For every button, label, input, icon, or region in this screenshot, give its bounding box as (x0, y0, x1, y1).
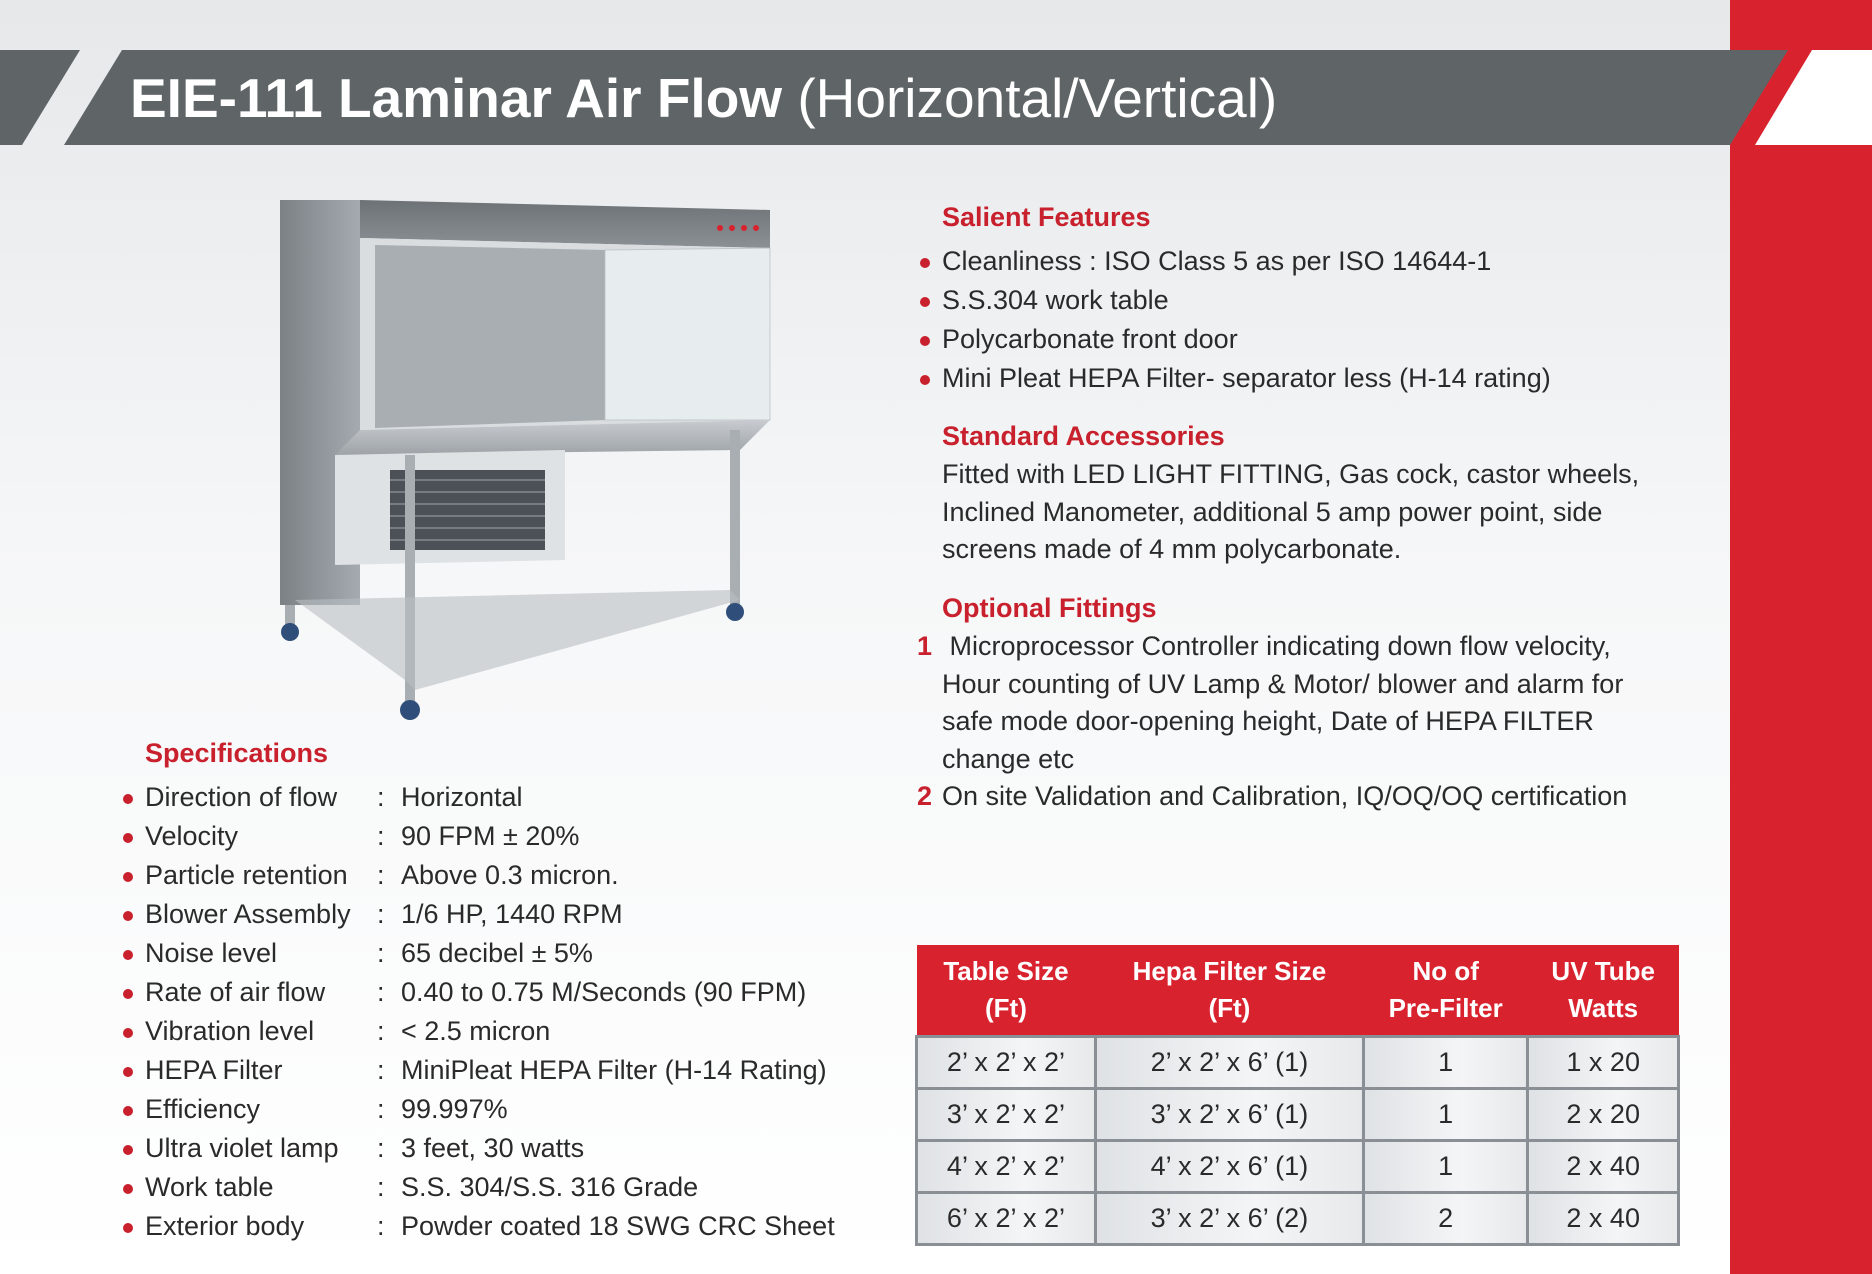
spec-separator: : (377, 938, 385, 968)
specifications-list (145, 778, 835, 1246)
spec-item (145, 1129, 835, 1168)
spec-label: Efficiency (145, 1094, 261, 1124)
spec-item (145, 973, 835, 1012)
table-cell: 6’ x 2’ x 2’ (917, 1193, 1096, 1245)
spec-value: 90 FPM ± 20% (401, 821, 580, 851)
feature-item (942, 281, 1551, 320)
page-title-sub: (Horizontal/Vertical) (797, 67, 1278, 129)
spec-label: Vibration level (145, 1016, 315, 1046)
accessories-line: Fitted with LED LIGHT FITTING, Gas cock, castor wheels, (942, 459, 1640, 489)
optional-item-line: change etc (942, 743, 1075, 774)
table-cell: 3’ x 2’ x 2’ (917, 1089, 1096, 1141)
spec-separator: : (377, 977, 385, 1007)
bullet-icon (920, 258, 930, 268)
bullet-icon (123, 989, 133, 999)
optional-item-line: Microprocessor Controller indicating down flow velocity, (942, 631, 1611, 661)
spec-label: Rate of air flow (145, 977, 326, 1007)
spec-value: S.S. 304/S.S. 316 Grade (401, 1172, 699, 1202)
table-cell: 4’ x 2’ x 2’ (917, 1141, 1096, 1193)
header-line: Pre-Filter (1388, 993, 1503, 1023)
optional-item-line: On site Validation and Calibration, IQ/OQ/OQ certification (942, 781, 1628, 811)
spec-separator: : (377, 899, 385, 929)
optional-item-line: Hour counting of UV Lamp & Motor/ blower and alarm for (942, 668, 1624, 699)
header-line: Watts (1568, 993, 1639, 1023)
spec-value: Above 0.3 micron. (401, 860, 619, 890)
table-row (917, 1141, 1679, 1193)
bullet-icon (123, 1223, 133, 1233)
table-cell: 1 x 20 (1528, 1037, 1679, 1089)
spec-item (145, 1051, 835, 1090)
table-cell: 2 x 20 (1528, 1089, 1679, 1141)
spec-item (145, 1090, 835, 1129)
spec-value: 1/6 HP, 1440 RPM (401, 899, 623, 929)
accessories-heading: Standard Accessories (942, 421, 1225, 451)
table-cell: 2’ x 2’ x 2’ (917, 1037, 1096, 1089)
optional-item-number: 2 (917, 781, 933, 811)
spec-item (145, 817, 835, 856)
header-line: Hepa Filter Size (1132, 956, 1327, 986)
salient-features-list (942, 242, 1551, 398)
bullet-icon (920, 297, 930, 307)
column-header-hepa-filter-size (1095, 945, 1363, 1037)
table-cell: 2 x 40 (1528, 1193, 1679, 1245)
banner-left-slant (0, 50, 80, 145)
table-cell: 3’ x 2’ x 6’ (1) (1095, 1089, 1363, 1141)
feature-item (942, 359, 1551, 398)
optional-item-number: 1 (917, 631, 933, 661)
optional-item (917, 778, 1628, 816)
table-row (917, 1037, 1679, 1089)
bullet-icon (123, 1106, 133, 1116)
optional-fittings-list (917, 628, 1628, 816)
feature-item (942, 320, 1551, 359)
spec-item (145, 895, 835, 934)
spec-separator: : (377, 1016, 385, 1046)
spec-item (145, 856, 835, 895)
accessories-line: Inclined Manometer, additional 5 amp power point, side (942, 496, 1603, 527)
bullet-icon (920, 336, 930, 346)
spec-label: Noise level (145, 938, 278, 968)
table-header-row (917, 945, 1679, 1037)
right-accent-bar (1730, 0, 1872, 1274)
table-row (917, 1193, 1679, 1245)
bullet-icon (123, 1067, 133, 1077)
page-title-main: EIE-111 Laminar Air Flow (130, 67, 783, 129)
spec-item (145, 778, 835, 817)
header-line: No of (1412, 956, 1479, 986)
table-cell: 4’ x 2’ x 6’ (1) (1095, 1141, 1363, 1193)
spec-item (145, 1168, 835, 1207)
sizes-table (915, 945, 1680, 1246)
spec-value: 99.997% (401, 1094, 508, 1124)
spec-label: Blower Assembly (145, 899, 351, 929)
spec-separator: : (377, 1211, 385, 1241)
optional-fittings-heading: Optional Fittings (942, 593, 1157, 623)
table-cell: 2 (1363, 1193, 1527, 1245)
header-line: UV Tube (1551, 956, 1655, 986)
spec-label: Work table (145, 1172, 274, 1202)
header-line: (Ft) (1208, 993, 1251, 1023)
feature-item (942, 242, 1551, 281)
laminar-air-flow-cabinet-image (265, 180, 785, 725)
bullet-icon (123, 1184, 133, 1194)
spec-label: Velocity (145, 821, 239, 851)
table-cell: 1 (1363, 1037, 1527, 1089)
column-header-pre-filter (1363, 945, 1527, 1037)
spec-value: < 2.5 micron (401, 1016, 551, 1046)
salient-features-heading: Salient Features (942, 202, 1151, 232)
bullet-icon (123, 833, 133, 843)
spec-separator: : (377, 1055, 385, 1085)
spec-item (145, 934, 835, 973)
spec-separator: : (377, 1094, 385, 1124)
table-cell: 2 x 40 (1528, 1141, 1679, 1193)
spec-item (145, 1207, 835, 1246)
bullet-icon (123, 1028, 133, 1038)
column-header-table-size (917, 945, 1096, 1037)
feature-text: Cleanliness : ISO Class 5 as per ISO 14644-1 (942, 246, 1492, 276)
bullet-icon (123, 911, 133, 921)
bullet-icon (123, 950, 133, 960)
bullet-icon (123, 872, 133, 882)
page-title (130, 58, 1277, 138)
spec-item (145, 1012, 835, 1051)
table-cell: 2’ x 2’ x 6’ (1) (1095, 1037, 1363, 1089)
accessories-line: screens made of 4 mm polycarbonate. (942, 534, 1402, 564)
table-cell: 3’ x 2’ x 6’ (2) (1095, 1193, 1363, 1245)
spec-separator: : (377, 821, 385, 851)
specifications-heading: Specifications (145, 738, 329, 768)
spec-value: 0.40 to 0.75 M/Seconds (90 FPM) (401, 977, 807, 1007)
bullet-icon (123, 794, 133, 804)
spec-label: HEPA Filter (145, 1055, 283, 1085)
spec-value: MiniPleat HEPA Filter (H-14 Rating) (401, 1055, 827, 1085)
bullet-icon (123, 1145, 133, 1155)
feature-text: Mini Pleat HEPA Filter- separator less (H-14 rating) (942, 363, 1551, 393)
spec-value: 65 decibel ± 5% (401, 938, 593, 968)
feature-text: S.S.304 work table (942, 285, 1169, 315)
spec-value: Powder coated 18 SWG CRC Sheet (401, 1211, 835, 1241)
table-cell: 1 (1363, 1141, 1527, 1193)
optional-item (917, 628, 1627, 778)
bullet-icon (920, 375, 930, 385)
spec-value: 3 feet, 30 watts (401, 1133, 585, 1163)
feature-text: Polycarbonate front door (942, 324, 1238, 354)
optional-item-line: safe mode door-opening height, Date of HEPA FILTER (942, 706, 1594, 736)
table-cell: 1 (1363, 1089, 1527, 1141)
spec-separator: : (377, 782, 385, 812)
header-line: (Ft) (985, 993, 1027, 1023)
spec-label: Ultra violet lamp (145, 1133, 339, 1163)
spec-separator: : (377, 1133, 385, 1163)
table-row (917, 1089, 1679, 1141)
column-header-uv-tube (1528, 945, 1679, 1037)
header-line: Table Size (943, 956, 1069, 986)
spec-separator: : (377, 860, 385, 890)
spec-label: Exterior body (145, 1211, 305, 1241)
spec-label: Direction of flow (145, 782, 338, 812)
spec-value: Horizontal (401, 782, 523, 812)
accessories-text (942, 456, 1639, 569)
spec-label: Particle retention (145, 860, 348, 890)
spec-separator: : (377, 1172, 385, 1202)
